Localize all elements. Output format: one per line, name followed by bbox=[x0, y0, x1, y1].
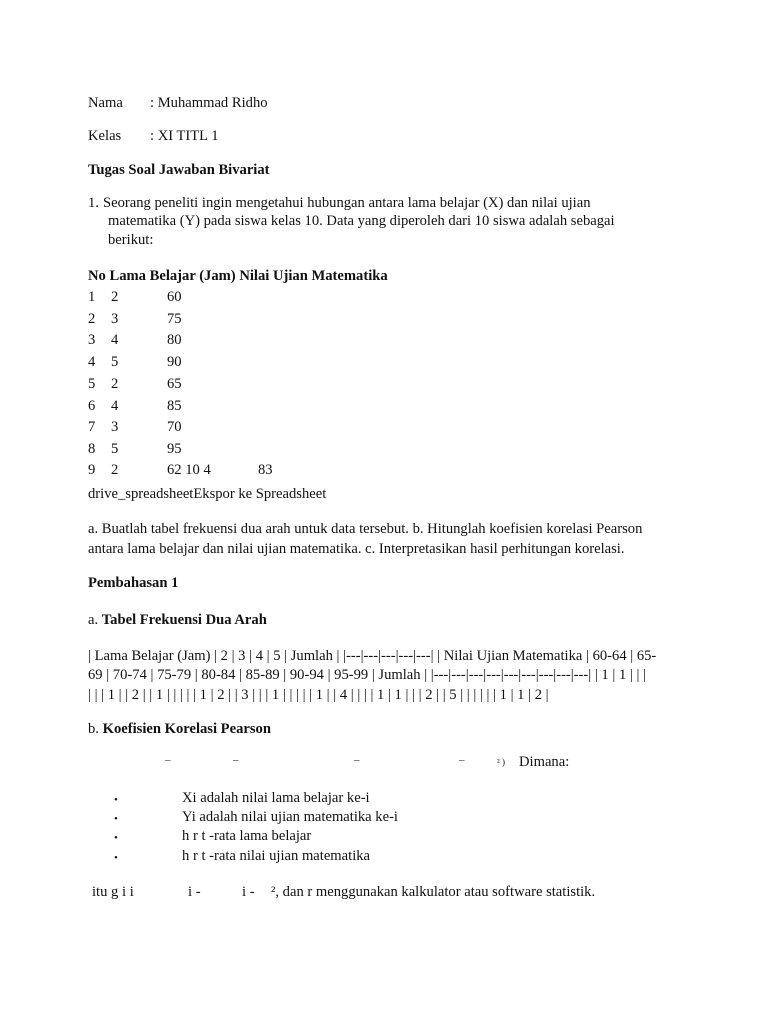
row-nilai: 65 bbox=[167, 376, 182, 392]
section-a-title: Tabel Frekuensi Dua Arah bbox=[101, 612, 267, 628]
row-lama-belajar: 5 bbox=[111, 441, 119, 457]
nama-value: : Muhammad Ridho bbox=[150, 95, 268, 111]
section-b-prefix: b. bbox=[88, 721, 103, 737]
row-no: 5 bbox=[88, 376, 96, 392]
note-fragment: i - bbox=[242, 884, 255, 900]
row-no: 4 bbox=[88, 354, 96, 370]
section-a-heading bbox=[88, 611, 267, 629]
kelas-label: Kelas bbox=[88, 128, 122, 144]
row-nilai: 80 bbox=[167, 332, 182, 348]
bullet-icon: • bbox=[114, 832, 118, 844]
list-item-text: Yi adalah nilai ujian matematika ke-i bbox=[182, 809, 398, 825]
export-spreadsheet-link[interactable]: drive_spreadsheetEkspor ke Spreadsheet bbox=[88, 486, 327, 502]
row-extra-value: 83 bbox=[258, 462, 273, 478]
formula-fragment: – bbox=[354, 754, 360, 766]
frequency-table-line-3: | | | 1 | | 2 | | 1 | | | | | 1 | 2 | | 3 | | | 1 | | | | | 1 | | 4 | | | | 1 | 1 | | | 2 | | 5 | | | | | | 1 | 1 | 2 | bbox=[88, 687, 549, 703]
formula-fragment: – bbox=[165, 754, 171, 766]
question-line-3: berikut: bbox=[108, 232, 154, 248]
section-b-title: Koefisien Korelasi Pearson bbox=[102, 721, 271, 737]
document-title: Tugas Soal Jawaban Bivariat bbox=[88, 162, 270, 178]
frequency-table-line-2: 69 | 70-74 | 75-79 | 80-84 | 85-89 | 90-94 | 95-99 | Jumlah | |---|---|---|---|---|---|---|---|---| | 1 | 1 | | | bbox=[88, 667, 646, 683]
row-nilai: 62 10 4 bbox=[167, 462, 211, 478]
bullet-icon: • bbox=[114, 852, 118, 864]
row-lama-belajar: 4 bbox=[111, 332, 119, 348]
nama-label: Nama bbox=[88, 95, 123, 111]
row-lama-belajar: 2 bbox=[111, 289, 119, 305]
row-nilai: 95 bbox=[167, 441, 182, 457]
row-no: 8 bbox=[88, 441, 96, 457]
row-nilai: 70 bbox=[167, 419, 182, 435]
question-line-2: matematika (Y) pada siswa kelas 10. Data yang diperoleh dari 10 siswa adalah sebagai bbox=[108, 213, 615, 229]
section-b-heading bbox=[88, 720, 271, 738]
bullet-icon: • bbox=[114, 794, 118, 806]
list-item-text: h r t -rata lama belajar bbox=[182, 828, 312, 844]
note-fragment: ², dan r menggunakan kalkulator atau software statistik. bbox=[271, 884, 596, 900]
row-no: 2 bbox=[88, 311, 96, 327]
dimana-label: Dimana: bbox=[519, 754, 570, 770]
question-number: 1. bbox=[88, 195, 99, 211]
row-nilai: 75 bbox=[167, 311, 182, 327]
question-line-1: Seorang peneliti ingin mengetahui hubungan antara lama belajar (X) dan nilai ujian bbox=[103, 195, 591, 211]
bullet-icon: • bbox=[114, 813, 118, 825]
row-nilai: 90 bbox=[167, 354, 182, 370]
list-item-text: h r t -rata nilai ujian matematika bbox=[182, 848, 371, 864]
row-no: 6 bbox=[88, 398, 96, 414]
row-lama-belajar: 5 bbox=[111, 354, 119, 370]
tasks-line-2: antara lama belajar dan nilai ujian matematika. c. Interpretasikan hasil perhitungan korelasi. bbox=[88, 541, 625, 557]
tasks-line-1: a. Buatlah tabel frekuensi dua arah untuk data tersebut. b. Hitunglah koefisien korelasi Pearson bbox=[88, 521, 643, 537]
formula-fragment: – bbox=[233, 754, 239, 766]
section-a-prefix: a. bbox=[88, 612, 102, 628]
note-fragment: i - bbox=[188, 884, 201, 900]
row-lama-belajar: 2 bbox=[111, 462, 119, 478]
row-lama-belajar: 3 bbox=[111, 419, 119, 435]
formula-fragment: ² ) bbox=[497, 757, 505, 767]
kelas-value: : XI TITL 1 bbox=[150, 128, 219, 144]
row-lama-belajar: 4 bbox=[111, 398, 119, 414]
row-no: 1 bbox=[88, 289, 96, 305]
note-fragment: itu g i i bbox=[92, 884, 134, 900]
frequency-table-line-1: | Lama Belajar (Jam) | 2 | 3 | 4 | 5 | Jumlah | |---|---|---|---|---| | Nilai Ujian Matematika | 60-64 | 65- bbox=[88, 648, 657, 664]
row-nilai: 85 bbox=[167, 398, 182, 414]
formula-fragment: – bbox=[459, 754, 465, 766]
list-item-text: Xi adalah nilai lama belajar ke-i bbox=[182, 790, 370, 806]
row-no: 7 bbox=[88, 419, 96, 435]
row-lama-belajar: 2 bbox=[111, 376, 119, 392]
data-table-header: No Lama Belajar (Jam) Nilai Ujian Matematika bbox=[88, 268, 388, 284]
row-lama-belajar: 3 bbox=[111, 311, 119, 327]
row-no: 9 bbox=[88, 462, 96, 478]
pembahasan-title: Pembahasan 1 bbox=[88, 575, 179, 591]
row-no: 3 bbox=[88, 332, 96, 348]
row-nilai: 60 bbox=[167, 289, 182, 305]
